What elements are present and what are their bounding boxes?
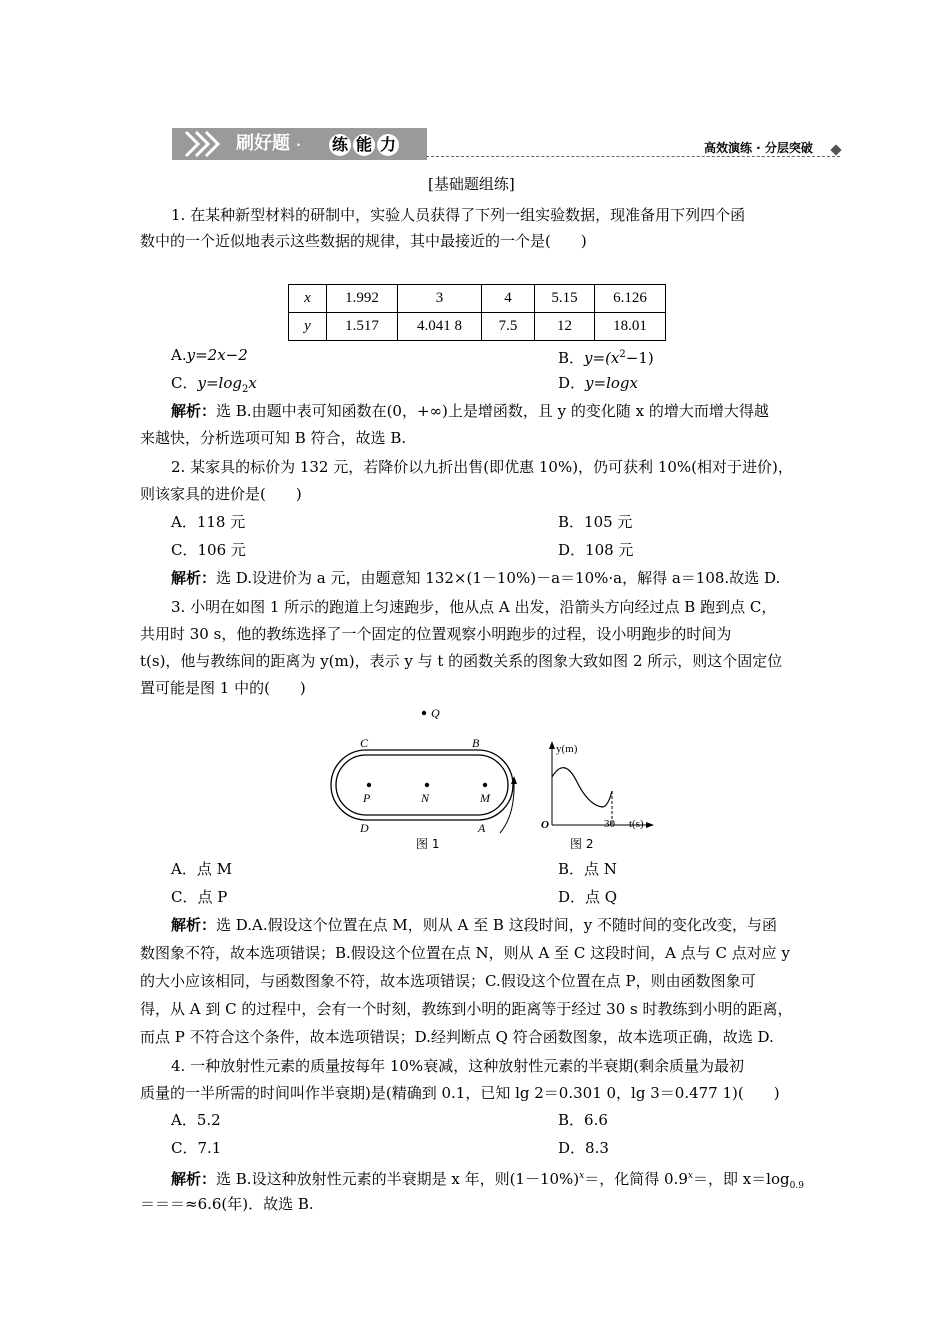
table-cell: 3 [398,285,482,313]
point-n-dot [425,783,429,787]
q1-analysis-line1: 解析：选 B.由题中表可知函数在(0，+∞)上是增函数，且 y 的变化随 x 的增大而增大得越 [171,402,769,420]
table-row [289,285,666,313]
table-cell: 5.15 [535,285,595,313]
section-title: [基础题组练] [428,175,515,193]
point-p-dot [367,783,371,787]
label-b: B [472,736,480,750]
label-d: D [360,821,369,835]
label-m: M [480,791,490,805]
header-badge-3: 力 [377,134,399,156]
table-row [289,313,666,341]
q1-option-c: C．$y=\log_2x$ [171,374,257,395]
chevron-right-icon [178,128,228,160]
header-title: 刷好题 · [236,133,301,154]
diamond-icon [830,144,841,155]
q4-option-d: D．8.3 [558,1139,609,1157]
origin-label: O [541,819,549,831]
y-axis-arrow-icon [549,741,555,749]
figure-2-caption: 图 2 [570,837,594,851]
q4-analysis-line1: 解析：选 B.设这种放射性元素的半衰期是 x 年，则$(1-10\%)^x=$，化简得 $0.9^x=$，即 $x=\log_{0.9}$ [171,1170,804,1191]
q1-option-b: B．$y=(x^2-1)$ [558,349,654,367]
table-cell: x [289,285,327,313]
q1-stem-line1: 1. 在某种新型材料的研制中，实验人员获得了下列一组实验数据，现准备用下列四个函 [171,206,746,224]
q2-stem-line1: 2. 某家具的标价为 132 元，若降价以九折出售(即优惠 10%)，仍可获利 10%(相对于进价)， [171,458,793,476]
q2-option-c: C．106 元 [171,541,246,559]
q3-stem-line3: t(s)，他与教练间的距离为 y(m)，表示 y 与 t 的函数关系的图象大致如图 2 所示，则这个固定位 [140,652,783,670]
q1-analysis-line2: 来越快，分析选项可知 B 符合，故选 B. [140,429,407,447]
table-cell: 4.041 8 [398,313,482,341]
q1-stem-line2: 数中的一个近似地表示这些数据的规律，其中最接近的一个是( ) [140,232,587,250]
table-cell: 7.5 [482,313,535,341]
header-right-text: 高效演练 · 分层突破 [704,141,813,155]
point-m-dot [483,783,487,787]
q1-option-a: A.y=2x−2 [171,346,248,364]
q3-analysis-line3: 的大小应该相同，与函数图象不符，故本选项错误；C.假设这个位置在点 P，则由函数图象可 [140,972,756,990]
figure-2-graph [532,735,657,855]
q3-stem-line2: 共用时 30 s，他的教练选择了一个固定的位置观察小明跑步的过程，设小明跑步的时间为 [140,625,732,643]
q3-option-c: C．点 P [171,888,228,906]
q4-option-a: A．5.2 [171,1111,221,1129]
label-n: N [421,791,430,805]
q3-analysis-line5: 而点 P 不符合这个条件，故本选项错误；D.经判断点 Q 符合函数图象，故本选项正确，故选 D. [140,1028,774,1046]
label-c: C [360,736,369,750]
q3-option-b: B．点 N [558,860,617,878]
q4-option-b: B．6.6 [558,1111,608,1129]
q3-analysis-line2: 数图象不符，故本选项错误；B.假设这个位置在点 N，则从 A 至 C 这段时间，A 点与 C 点对应 y [140,944,790,962]
label-a: A [478,821,486,835]
header-badge-2: 能 [353,134,375,156]
table-cell: y [289,313,327,341]
header-chevrons [178,128,228,164]
q4-stem-line2: 质量的一半所需的时间叫作半衰期)是(精确到 0.1，已知 lg 2＝0.301 0，lg 3＝0.477 1)( ) [140,1084,780,1102]
x-tick-30: 30 [604,818,615,830]
q1-data-table [288,284,666,341]
point-q-dot [422,711,426,715]
q3-stem-line1: 3. 小明在如图 1 所示的跑道上匀速跑步，他从点 A 出发，沿箭头方向经过点 B 跑到点 C， [171,598,777,616]
header-badge-1: 练 [329,134,351,156]
track-inner [336,755,508,815]
q3-analysis-line1: 解析：选 D.A.假设这个位置在点 M，则从 A 至 B 这段时间，y 不随时间的变化改变，与函 [171,916,777,934]
y-axis-label: y(m) [556,743,578,755]
table-cell: 1.517 [327,313,398,341]
q2-option-d: D．108 元 [558,541,634,559]
figure-1-caption: 图 1 [416,837,440,851]
header-rule [426,156,840,158]
table-cell: 12 [535,313,595,341]
table-cell: 1.992 [327,285,398,313]
label-p: P [363,791,371,805]
q2-analysis-line1: 解析：选 D.设进价为 a 元，由题意知 132×(1－10%)－a＝10%·a，解得 a＝108.故选 D. [171,569,781,587]
q2-option-b: B．105 元 [558,513,633,531]
q4-option-c: C．7.1 [171,1139,222,1157]
function-curve [552,768,612,807]
q4-stem-line1: 4. 一种放射性元素的质量按每年 10%衰减，这种放射性元素的半衰期(剩余质量为最初 [171,1057,745,1075]
table-cell: 18.01 [595,313,666,341]
q3-option-a: A．点 M [171,860,232,878]
x-axis-arrow-icon [646,822,654,828]
x-axis-label: t(s) [629,818,644,830]
q1-option-d: D．y=logx [558,374,638,392]
table-cell: 4 [482,285,535,313]
q3-analysis-line4: 得，从 A 到 C 的过程中，会有一个时刻，教练到小明的距离等于经过 30 s 时教练到小明的距离， [140,1000,793,1018]
q3-stem-line4: 置可能是图 1 中的( ) [140,679,306,697]
q4-analysis-line2: ＝＝＝≈6.6(年)．故选 B. [140,1195,314,1213]
label-q: Q [431,706,440,720]
q2-stem-line2: 则该家具的进价是( ) [140,485,302,503]
q3-option-d: D．点 Q [558,888,618,906]
q2-option-a: A．118 元 [171,513,246,531]
table-cell: 6.126 [595,285,666,313]
figure-1-track [300,700,530,855]
